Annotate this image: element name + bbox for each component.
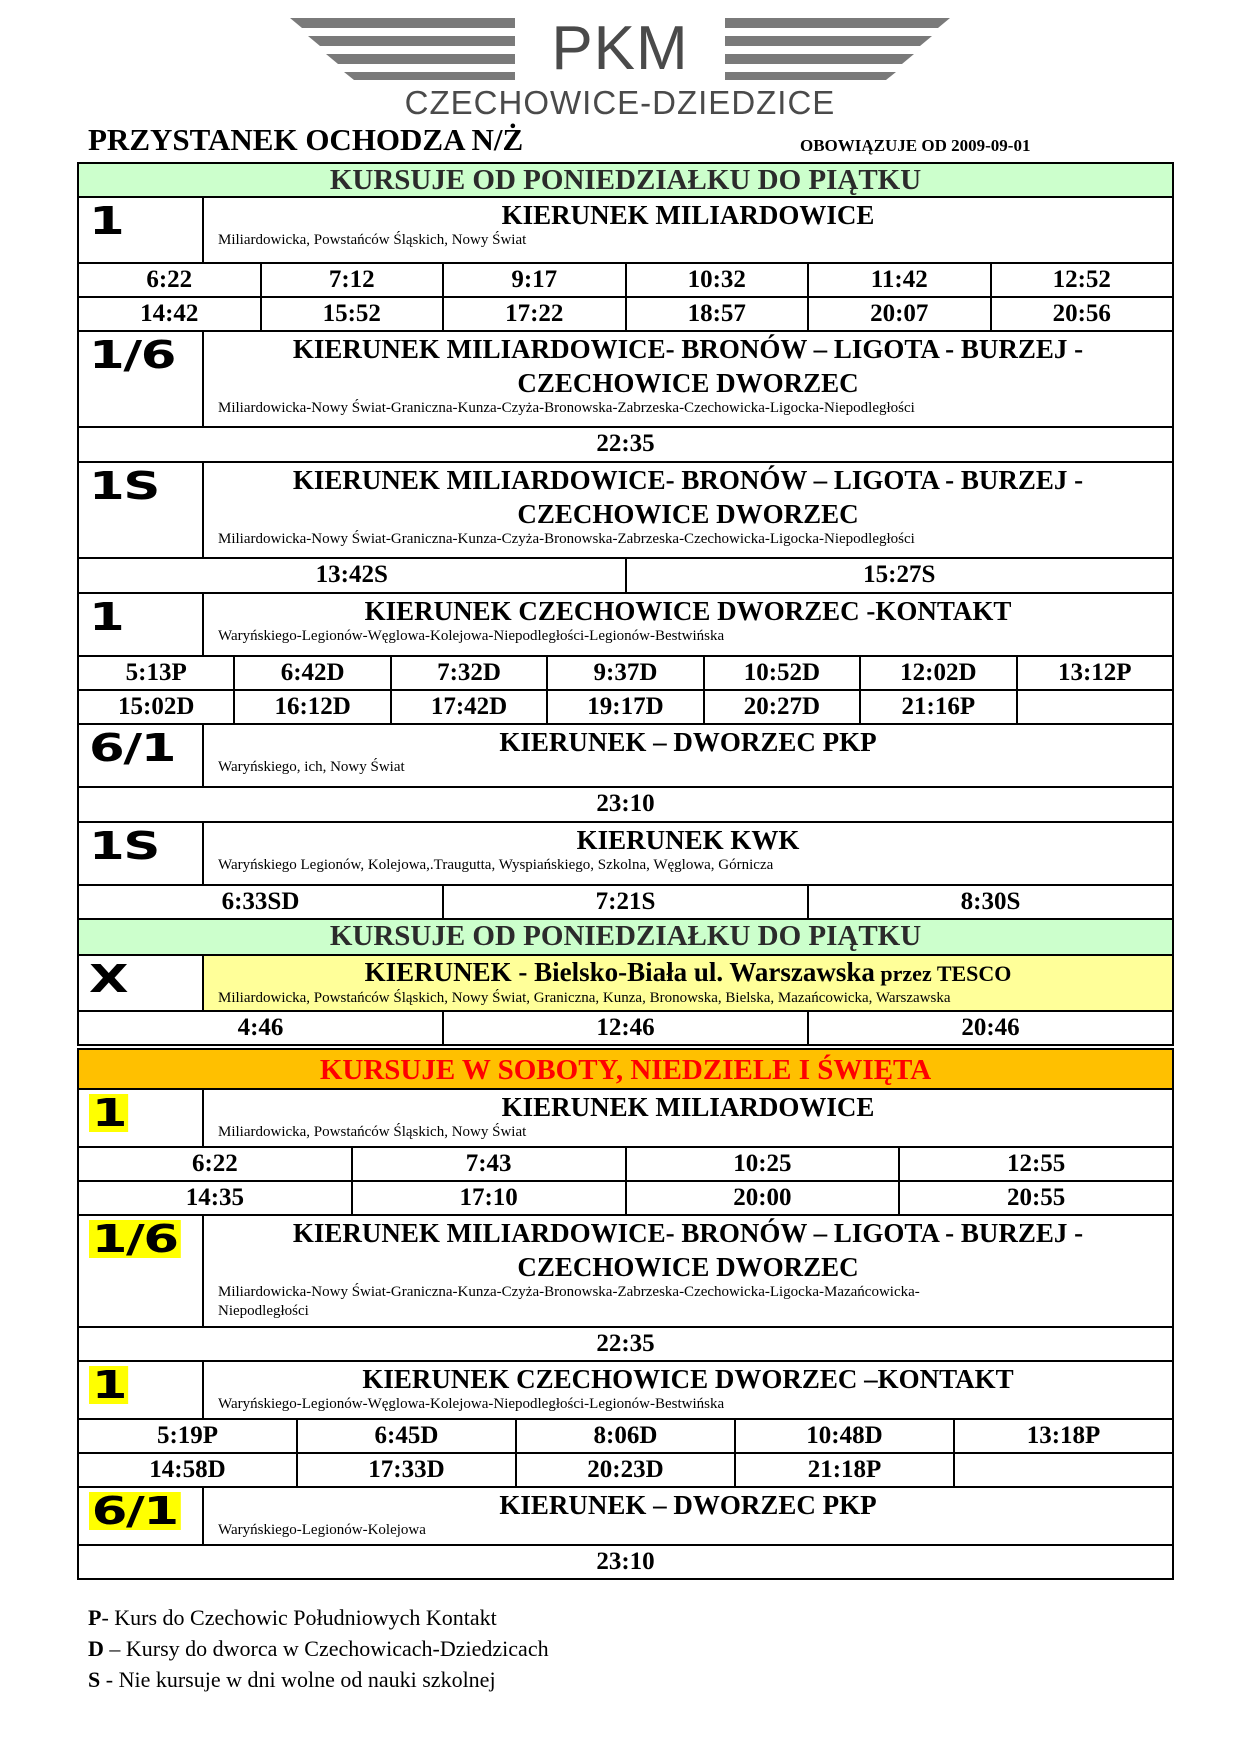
valid-from-date: OBOWIĄZUJE OD 2009-09-01 [800,136,1031,155]
route-number-cell [79,1488,204,1544]
pkm-logo [290,10,950,120]
route-stops: Miliardowicka-Nowy Świat-Graniczna-Kunza-Czyża-Bronowska-Zabrzeska-Czechowicka-Ligocka-Niepodległości [218,400,915,416]
departure-time: 21:18P [736,1454,955,1486]
departure-time: 6:45D [298,1420,517,1452]
route-direction: KIERUNEK KWK [576,825,800,855]
route-header [77,956,1174,1012]
departure-time: 7:32D [392,657,548,689]
route-header [77,823,1174,886]
stop-title: PRZYSTANEK OCHODZA N/Ż [88,122,524,157]
departure-time: 12:02D [861,657,1017,689]
time-row [77,657,1174,691]
departure-time: 9:17 [444,264,627,296]
route-stops: Waryńskiego, ich, Nowy Świat [218,759,405,775]
departure-time: 11:42 [809,264,992,296]
legend-key: P [88,1605,102,1630]
route-direction: KIERUNEK - Bielsko-Biała ul. Warszawska [364,957,875,987]
legend-key: D [88,1636,104,1661]
departure-time: 14:58D [79,1454,298,1486]
route-header [77,1362,1174,1420]
route-number-cell [79,463,204,557]
legend-text: - Kurs do Czechowic Południowych Kontakt [101,1605,497,1630]
timetable [77,162,1174,1580]
route-number-cell [79,725,204,786]
departure-time: 15:02D [79,691,235,723]
departure-time: 20:56 [1052,300,1111,327]
departure-time: 6:42D [235,657,391,689]
section-header-weekday-2: KURSUJE OD PONIEDZIAŁKU DO PIĄTKU [77,920,1174,956]
route-direction: KIERUNEK MILIARDOWICE- BRONÓW – LIGOTA - BURZEJ - [292,465,1084,495]
section-header-weekend: KURSUJE W SOBOTY, NIEDZIELE I ŚWIĘTA [77,1048,1174,1090]
route-direction: KIERUNEK MILIARDOWICE- BRONÓW – LIGOTA - BURZEJ - [292,1218,1084,1248]
legend-item [88,1602,549,1633]
route-header [77,594,1174,657]
departure-time: 10:48D [736,1420,955,1452]
departure-time: 16:12D [235,691,391,723]
departure-time: 17:22 [444,298,627,330]
route-direction: KIERUNEK MILIARDOWICE- BRONÓW – LIGOTA - BURZEJ - [292,334,1084,364]
departure-time: 6:33SD [79,886,444,918]
time-row [77,1420,1174,1454]
departure-time: 20:00 [627,1182,901,1214]
departure-time: 20:46 [961,1014,1020,1041]
time-row [77,428,1174,463]
route-number-cell [79,1216,204,1326]
departure-time: 13:18P [1026,1422,1101,1449]
route-header [77,725,1174,788]
departure-time: 20:27D [705,691,861,723]
route-number: 1 [89,595,124,639]
departure-time: 14:35 [79,1182,353,1214]
route-direction-line2: CZECHOWICE DWORZEC [517,1252,859,1282]
departure-time: 12:52 [1052,266,1111,293]
logo-text: PKM [551,14,689,83]
departure-time: 19:17D [548,691,704,723]
route-stops: Waryńskiego-Legionów-Węglowa-Kolejowa-Niepodległości-Legionów-Bestwińska [218,628,725,644]
departure-time: 7:43 [353,1148,627,1180]
departure-time: 23:10 [596,1548,655,1575]
route-number: 1 [89,199,124,243]
route-stops: Miliardowicka, Powstańców Śląskich, Nowy Świat, Graniczna, Kunza, Bronowska, Bielska, Mazańcowicka, Warszawska [218,990,951,1006]
route-number: 1 [89,1094,129,1132]
route-direction: KIERUNEK CZECHOWICE DWORZEC –KONTAKT [362,1364,1014,1394]
departure-time: 5:19P [79,1420,298,1452]
time-row [77,886,1174,920]
section-header-weekday: KURSUJE OD PONIEDZIAŁKU DO PIĄTKU [77,162,1174,198]
route-stops: Waryńskiego-Legionów-Kolejowa [218,1522,426,1538]
route-number-cell [79,1362,204,1418]
route-header [77,1488,1174,1546]
route-header [77,1090,1174,1148]
departure-time: 6:22 [79,1148,353,1180]
legend-text: – Kursy do dworca w Czechowicach-Dziedzicach [103,1636,549,1661]
route-number: 6/1 [89,1492,180,1530]
departure-time: 7:12 [262,264,445,296]
route-number-cell [79,198,204,262]
route-stops: Miliardowicka-Nowy Świat-Graniczna-Kunza-Czyża-Bronowska-Zabrzeska-Czechowicka-Ligocka-Mazańcowicka- [218,1284,920,1300]
route-direction-line2: CZECHOWICE DWORZEC [517,368,859,398]
departure-time: 15:27S [863,561,936,588]
departure-time: 20:23D [517,1454,736,1486]
time-row [77,788,1174,823]
legend-key: S [88,1667,101,1692]
departure-time: 13:12P [1057,659,1132,686]
departure-time: 22:35 [596,1330,655,1357]
departure-time: 9:37D [548,657,704,689]
time-row [77,1148,1174,1182]
departure-time [1018,691,1172,723]
departure-time: 18:57 [627,298,810,330]
departure-time: 6:22 [79,264,262,296]
logo-subtitle: CZECHOWICE-DZIEDZICE [404,84,836,121]
route-direction-line2: CZECHOWICE DWORZEC [517,499,859,529]
route-number: 1S [89,464,159,508]
legend-text: - Nie kursuje w dni wolne od nauki szkolnej [100,1667,496,1692]
departure-time: 20:55 [1006,1184,1066,1211]
departure-time: 10:25 [627,1148,901,1180]
departure-time: 17:42D [392,691,548,723]
departure-time: 10:32 [627,264,810,296]
time-row [77,691,1174,725]
departure-time: 8:06D [517,1420,736,1452]
route-stops-line2: Niepodległości [218,1303,309,1319]
route-number: 1S [89,824,159,868]
route-header [77,463,1174,559]
departure-time: 14:42 [79,298,262,330]
route-number: 1/6 [89,333,176,377]
route-number-cell [79,956,204,1010]
route-direction-via: przez TESCO [874,961,1012,986]
time-row [77,1328,1174,1362]
route-stops: Miliardowicka, Powstańców Śląskich, Nowy Świat [218,1124,527,1140]
route-header [77,332,1174,428]
time-row [77,1546,1174,1580]
departure-time: 4:46 [79,1012,444,1044]
departure-time: 12:55 [1006,1150,1066,1177]
route-number-cell [79,594,204,655]
route-stops: Waryńskiego-Legionów-Węglowa-Kolejowa-Niepodległości-Legionów-Bestwińska [218,1396,725,1412]
route-number-cell [79,823,204,884]
time-row [77,264,1174,298]
departure-time: 5:13P [79,657,235,689]
route-header [77,1216,1174,1328]
departure-time: 10:52D [705,657,861,689]
route-number: 6/1 [89,726,176,770]
departure-time: 7:21S [444,886,809,918]
route-stops: Miliardowicka-Nowy Świat-Graniczna-Kunza-Czyża-Bronowska-Zabrzeska-Czechowicka-Ligocka-Niepodległości [218,531,915,547]
route-direction: KIERUNEK – DWORZEC PKP [499,727,877,757]
time-row [77,559,1174,594]
departure-time: 20:07 [809,298,992,330]
route-number: 1/6 [89,1220,180,1258]
time-row [77,298,1174,332]
route-direction: KIERUNEK MILIARDOWICE [501,1092,875,1122]
departure-time: 8:30S [960,888,1021,915]
time-row [77,1012,1174,1046]
departure-time [955,1454,1172,1486]
departure-time: 22:35 [596,430,655,457]
time-row [77,1454,1174,1488]
departure-time: 17:10 [353,1182,627,1214]
departure-time: 13:42S [79,559,627,592]
route-number: X [89,957,128,1001]
time-row [77,1182,1174,1216]
route-direction: KIERUNEK CZECHOWICE DWORZEC -KONTAKT [364,596,1012,626]
route-number: 1 [89,1366,129,1404]
route-header [77,198,1174,264]
route-stops: Waryńskiego Legionów, Kolejowa,.Traugutta, Wyspiańskiego, Szkolna, Węglowa, Górnicza [218,857,774,873]
legend-item [88,1633,549,1664]
route-number-cell [79,332,204,426]
departure-time: 15:52 [262,298,445,330]
departure-time: 12:46 [444,1012,809,1044]
departure-time: 17:33D [298,1454,517,1486]
route-direction: KIERUNEK – DWORZEC PKP [499,1490,877,1520]
route-number-cell [79,1090,204,1146]
route-direction: KIERUNEK MILIARDOWICE [501,200,875,230]
legend [88,1602,549,1695]
route-stops: Miliardowicka, Powstańców Śląskich, Nowy Świat [218,232,527,248]
departure-time: 23:10 [596,790,655,817]
legend-item [88,1664,549,1695]
departure-time: 21:16P [861,691,1017,723]
